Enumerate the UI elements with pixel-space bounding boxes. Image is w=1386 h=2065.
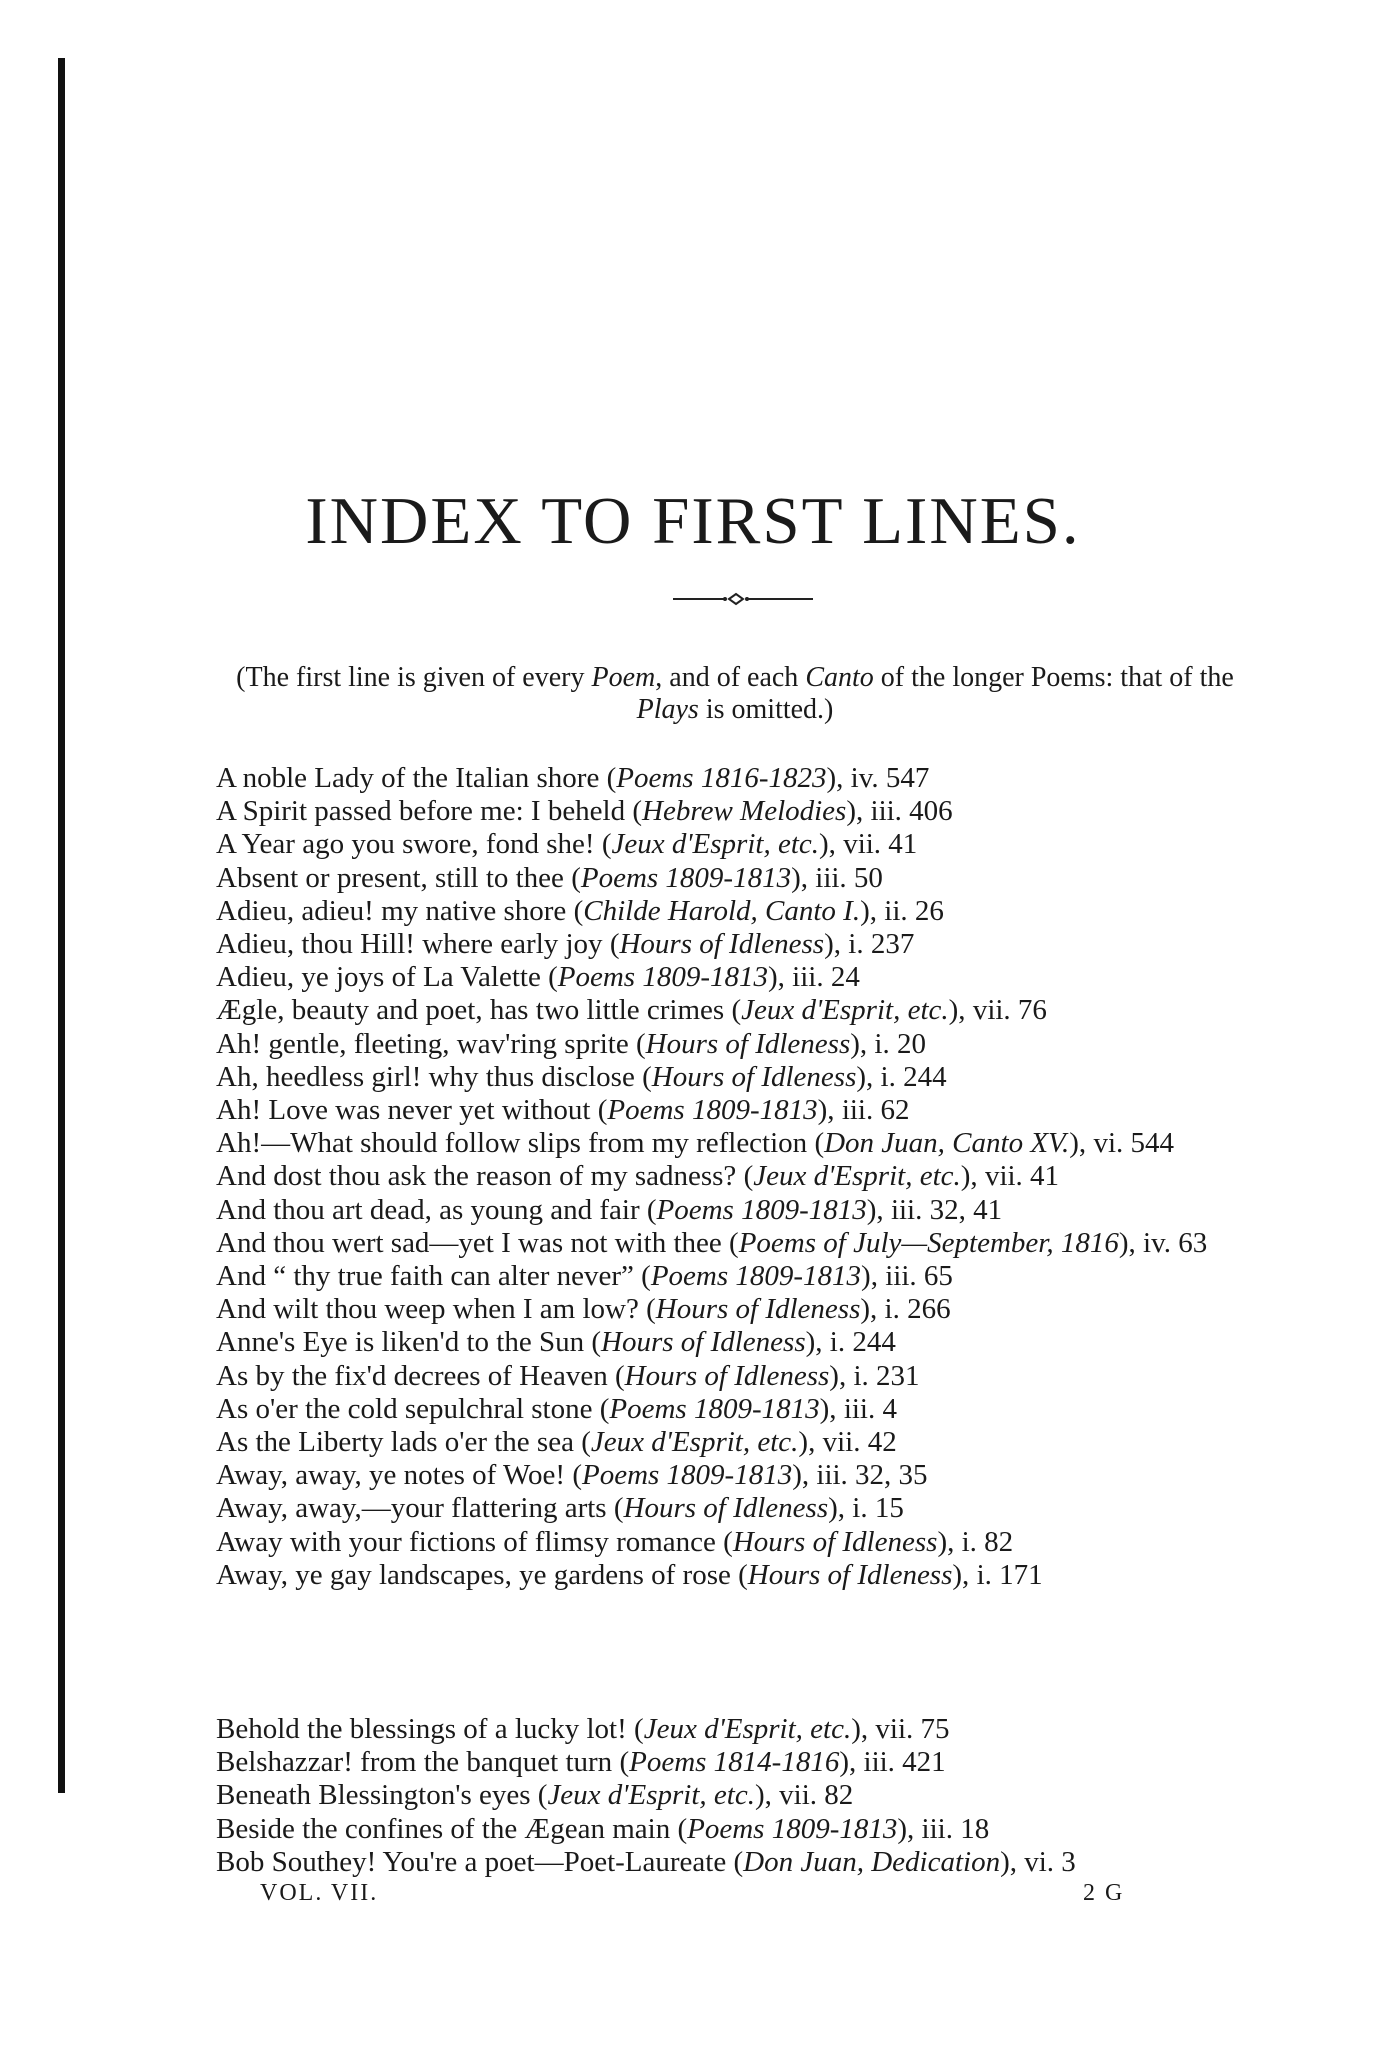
entry-first-line: Adieu, thou Hill! where early joy (216, 928, 603, 961)
index-entry: And thou wert sad—yet I was not with thee (Poems of July—September, 1816), iv. 63 (216, 1226, 1208, 1259)
title-ornament (673, 592, 813, 606)
entry-first-line: Ah, heedless girl! why thus disclose (216, 1060, 635, 1093)
entry-reference: vii. 42 (822, 1426, 897, 1459)
entry-first-line: And dost thou ask the reason of my sadness? (216, 1160, 737, 1193)
entry-work: Hours of Idleness (624, 1359, 830, 1392)
index-entry: Away, away, ye notes of Woe! (Poems 1809-1813), iii. 32, 35 (216, 1459, 928, 1492)
entry-reference: iii. 32, 41 (890, 1193, 1003, 1226)
entry-reference: i. 20 (874, 1027, 926, 1060)
entry-first-line: A noble Lady of the Italian shore (216, 762, 600, 794)
entry-reference: iii. 32, 35 (816, 1459, 928, 1492)
entry-reference: iv. 547 (850, 762, 930, 794)
index-entry: A Spirit passed before me: I beheld (Hebrew Melodies), iii. 406 (216, 795, 953, 828)
intro-note: (The first line is given of every Poem, and of each Canto of the longer Poems: that of the Plays is omitted.) (236, 662, 1234, 725)
entry-work: Childe Harold, Canto I. (583, 894, 861, 927)
index-entry: Adieu, ye joys of La Valette (Poems 1809-1813), iii. 24 (216, 961, 860, 994)
entry-work: Jeux d'Esprit, etc. (590, 1426, 799, 1459)
index-entry: Ah! Love was never yet without (Poems 1809-1813), iii. 62 (216, 1094, 910, 1127)
entry-first-line: And thou wert sad—yet I was not with thee (216, 1226, 722, 1259)
index-entry: Ægle, beauty and poet, has two little crimes (Jeux d'Esprit, etc.), vii. 76 (216, 994, 1047, 1027)
index-entry: As the Liberty lads o'er the sea (Jeux d'Esprit, etc.), vii. 42 (216, 1426, 897, 1459)
entry-reference: i. 15 (852, 1492, 904, 1525)
index-entry: Belshazzar! from the banquet turn (Poems 1814-1816), iii. 421 (216, 1746, 946, 1779)
entry-reference: vii. 41 (984, 1160, 1060, 1193)
entry-work: Poems 1809-1813 (581, 1459, 793, 1492)
entry-reference: i. 171 (976, 1558, 1043, 1591)
index-entry: Away, away,—your flattering arts (Hours of Idleness), i. 15 (216, 1492, 904, 1525)
entry-reference: ii. 26 (884, 894, 944, 927)
entry-work: Poems 1809-1813 (656, 1193, 867, 1226)
entry-first-line: Belshazzar! from the banquet turn (216, 1746, 613, 1779)
entry-reference: iii. 4 (843, 1392, 897, 1425)
entry-first-line: Away, away,—your flattering arts (216, 1492, 607, 1525)
entry-work: Hours of Idleness (747, 1558, 953, 1591)
entry-work: Poems 1816-1823 (616, 762, 827, 794)
entry-first-line: Absent or present, still to thee (216, 861, 564, 894)
entry-work: Jeux d'Esprit, etc. (611, 828, 820, 861)
entry-reference: i. 231 (853, 1359, 920, 1392)
entry-reference: vii. 76 (972, 994, 1047, 1027)
entry-reference: iii. 65 (885, 1260, 953, 1293)
entry-work: Hours of Idleness (601, 1326, 806, 1359)
entry-work: Poems 1809-1813 (580, 861, 792, 894)
entry-reference: vi. 3 (1024, 1845, 1076, 1878)
entry-reference: i. 82 (961, 1525, 1014, 1558)
entry-work: Poems 1814-1816 (629, 1746, 840, 1779)
entry-work: Don Juan, Canto XV. (824, 1127, 1070, 1160)
entry-reference: iii. 62 (841, 1094, 910, 1127)
index-entry: And thou art dead, as young and fair (Poems 1809-1813), iii. 32, 41 (216, 1193, 1003, 1226)
entry-reference: i. 244 (829, 1326, 896, 1359)
entry-first-line: Away, away, ye notes of Woe! (216, 1459, 566, 1492)
entry-first-line: Beneath Blessington's eyes (216, 1779, 531, 1812)
entry-work: Poems 1809-1813 (609, 1392, 820, 1425)
entry-first-line: A Year ago you swore, fond she! (216, 828, 595, 861)
entry-reference: iii. 421 (863, 1746, 946, 1779)
entry-reference: vii. 41 (843, 828, 918, 861)
entry-reference: vii. 75 (875, 1713, 950, 1745)
index-entry: Beneath Blessington's eyes (Jeux d'Esprit, etc.), vii. 82 (216, 1779, 854, 1812)
entry-reference: iii. 50 (815, 861, 883, 894)
entry-first-line: Away with your fictions of flimsy romance (216, 1525, 716, 1558)
entry-first-line: And thou art dead, as young and fair (216, 1193, 640, 1226)
signature-mark: 2 G (1083, 1880, 1125, 1906)
index-entry: Ah!—What should follow slips from my reflection (Don Juan, Canto XV.), vi. 544 (216, 1127, 1174, 1160)
entry-first-line: Ah! gentle, fleeting, wav'ring sprite (216, 1027, 629, 1060)
index-section-b (216, 1713, 1266, 1879)
entry-reference: i. 244 (880, 1060, 947, 1093)
entry-work: Hours of Idleness (619, 928, 825, 961)
entry-work: Jeux d'Esprit, etc. (753, 1160, 961, 1193)
entry-reference: i. 266 (884, 1293, 951, 1326)
entry-reference: vii. 82 (779, 1779, 854, 1812)
index-entry: As by the fix'd decrees of Heaven (Hours of Idleness), i. 231 (216, 1359, 920, 1392)
index-entry: Away, ye gay landscapes, ye gardens of rose (Hours of Idleness), i. 171 (216, 1558, 1043, 1591)
entry-work: Poems 1809-1813 (607, 1094, 818, 1127)
index-entry: A Year ago you swore, fond she! (Jeux d'Esprit, etc.), vii. 41 (216, 828, 918, 861)
index-entry: Beside the confines of the Ægean main (Poems 1809-1813), iii. 18 (216, 1812, 990, 1845)
index-entry: And dost thou ask the reason of my sadness? (Jeux d'Esprit, etc.), vii. 41 (216, 1160, 1060, 1193)
entry-work: Poems 1809-1813 (650, 1260, 862, 1293)
entry-first-line: And “ thy true faith can alter never” (216, 1260, 634, 1293)
entry-work: Hours of Idleness (732, 1525, 938, 1558)
entry-first-line: A Spirit passed before me: I beheld (216, 795, 626, 828)
index-entry: A noble Lady of the Italian shore (Poems 1816-1823), iv. 547 (216, 762, 930, 794)
entry-first-line: Ah!—What should follow slips from my reflection (216, 1127, 808, 1160)
index-entry: As o'er the cold sepulchral stone (Poems 1809-1813), iii. 4 (216, 1392, 897, 1425)
entry-reference: iii. 406 (870, 795, 953, 828)
entry-first-line: And wilt thou weep when I am low? (216, 1293, 639, 1326)
index-entry: Bob Southey! You're a poet—Poet-Laureate (Don Juan, Dedication), vi. 3 (216, 1845, 1076, 1878)
entry-first-line: Ægle, beauty and poet, has two little crimes (216, 994, 725, 1027)
index-entry: Ah! gentle, fleeting, wav'ring sprite (Hours of Idleness), i. 20 (216, 1027, 926, 1060)
entry-reference: iii. 24 (792, 961, 860, 994)
entry-first-line: As the Liberty lads o'er the sea (216, 1426, 574, 1459)
entry-first-line: Adieu, ye joys of La Valette (216, 961, 541, 994)
entry-first-line: As by the fix'd decrees of Heaven (216, 1359, 608, 1392)
volume-label: VOL. VII. (260, 1880, 379, 1906)
entry-reference: i. 237 (848, 928, 915, 961)
entry-first-line: Beside the confines of the Ægean main (216, 1812, 671, 1845)
index-entry: Adieu, adieu! my native shore (Childe Harold, Canto I.), ii. 26 (216, 894, 944, 927)
page-title: INDEX TO FIRST LINES. (305, 484, 1081, 558)
index-entry: Anne's Eye is liken'd to the Sun (Hours of Idleness), i. 244 (216, 1326, 896, 1359)
entry-first-line: Behold the blessings of a lucky lot! (216, 1713, 627, 1745)
index-entry: Absent or present, still to thee (Poems 1809-1813), iii. 50 (216, 861, 883, 894)
index-entry: Away with your fictions of flimsy romance (Hours of Idleness), i. 82 (216, 1525, 1014, 1558)
entry-first-line: As o'er the cold sepulchral stone (216, 1392, 593, 1425)
entry-work: Hours of Idleness (651, 1060, 857, 1093)
entry-first-line: Adieu, adieu! my native shore (216, 894, 567, 927)
entry-first-line: Anne's Eye is liken'd to the Sun (216, 1326, 585, 1359)
entry-first-line: Bob Southey! You're a poet—Poet-Laureate (216, 1845, 727, 1878)
entry-first-line: Ah! Love was never yet without (216, 1094, 591, 1127)
entry-work: Jeux d'Esprit, etc. (741, 994, 949, 1027)
entry-work: Don Juan, Dedication (743, 1845, 1001, 1878)
entry-work: Hours of Idleness (655, 1293, 861, 1326)
entry-reference: iii. 18 (921, 1812, 990, 1845)
entry-first-line: Away, ye gay landscapes, ye gardens of rose (216, 1558, 731, 1591)
entry-work: Poems of July—September, 1816 (738, 1226, 1119, 1259)
index-entry: And “ thy true faith can alter never” (Poems 1809-1813), iii. 65 (216, 1260, 953, 1293)
index-entry: Behold the blessings of a lucky lot! (Jeux d'Esprit, etc.), vii. 75 (216, 1713, 950, 1745)
entry-work: Hours of Idleness (645, 1027, 851, 1060)
entry-work: Jeux d'Esprit, etc. (643, 1713, 852, 1745)
index-entry: Ah, heedless girl! why thus disclose (Hours of Idleness), i. 244 (216, 1060, 947, 1093)
index-entry: And wilt thou weep when I am low? (Hours of Idleness), i. 266 (216, 1293, 951, 1326)
entry-reference: vi. 544 (1093, 1127, 1174, 1160)
gutter-line (58, 58, 65, 1793)
entry-work: Poems 1809-1813 (557, 961, 768, 994)
entry-reference: iv. 63 (1143, 1226, 1208, 1259)
entry-work: Poems 1809-1813 (687, 1812, 898, 1845)
entry-work: Hours of Idleness (623, 1492, 829, 1525)
entry-work: Hebrew Melodies (642, 795, 847, 828)
index-entry: Adieu, thou Hill! where early joy (Hours of Idleness), i. 237 (216, 928, 915, 961)
index-section-a (216, 762, 1266, 1592)
entry-work: Jeux d'Esprit, etc. (547, 1779, 755, 1812)
